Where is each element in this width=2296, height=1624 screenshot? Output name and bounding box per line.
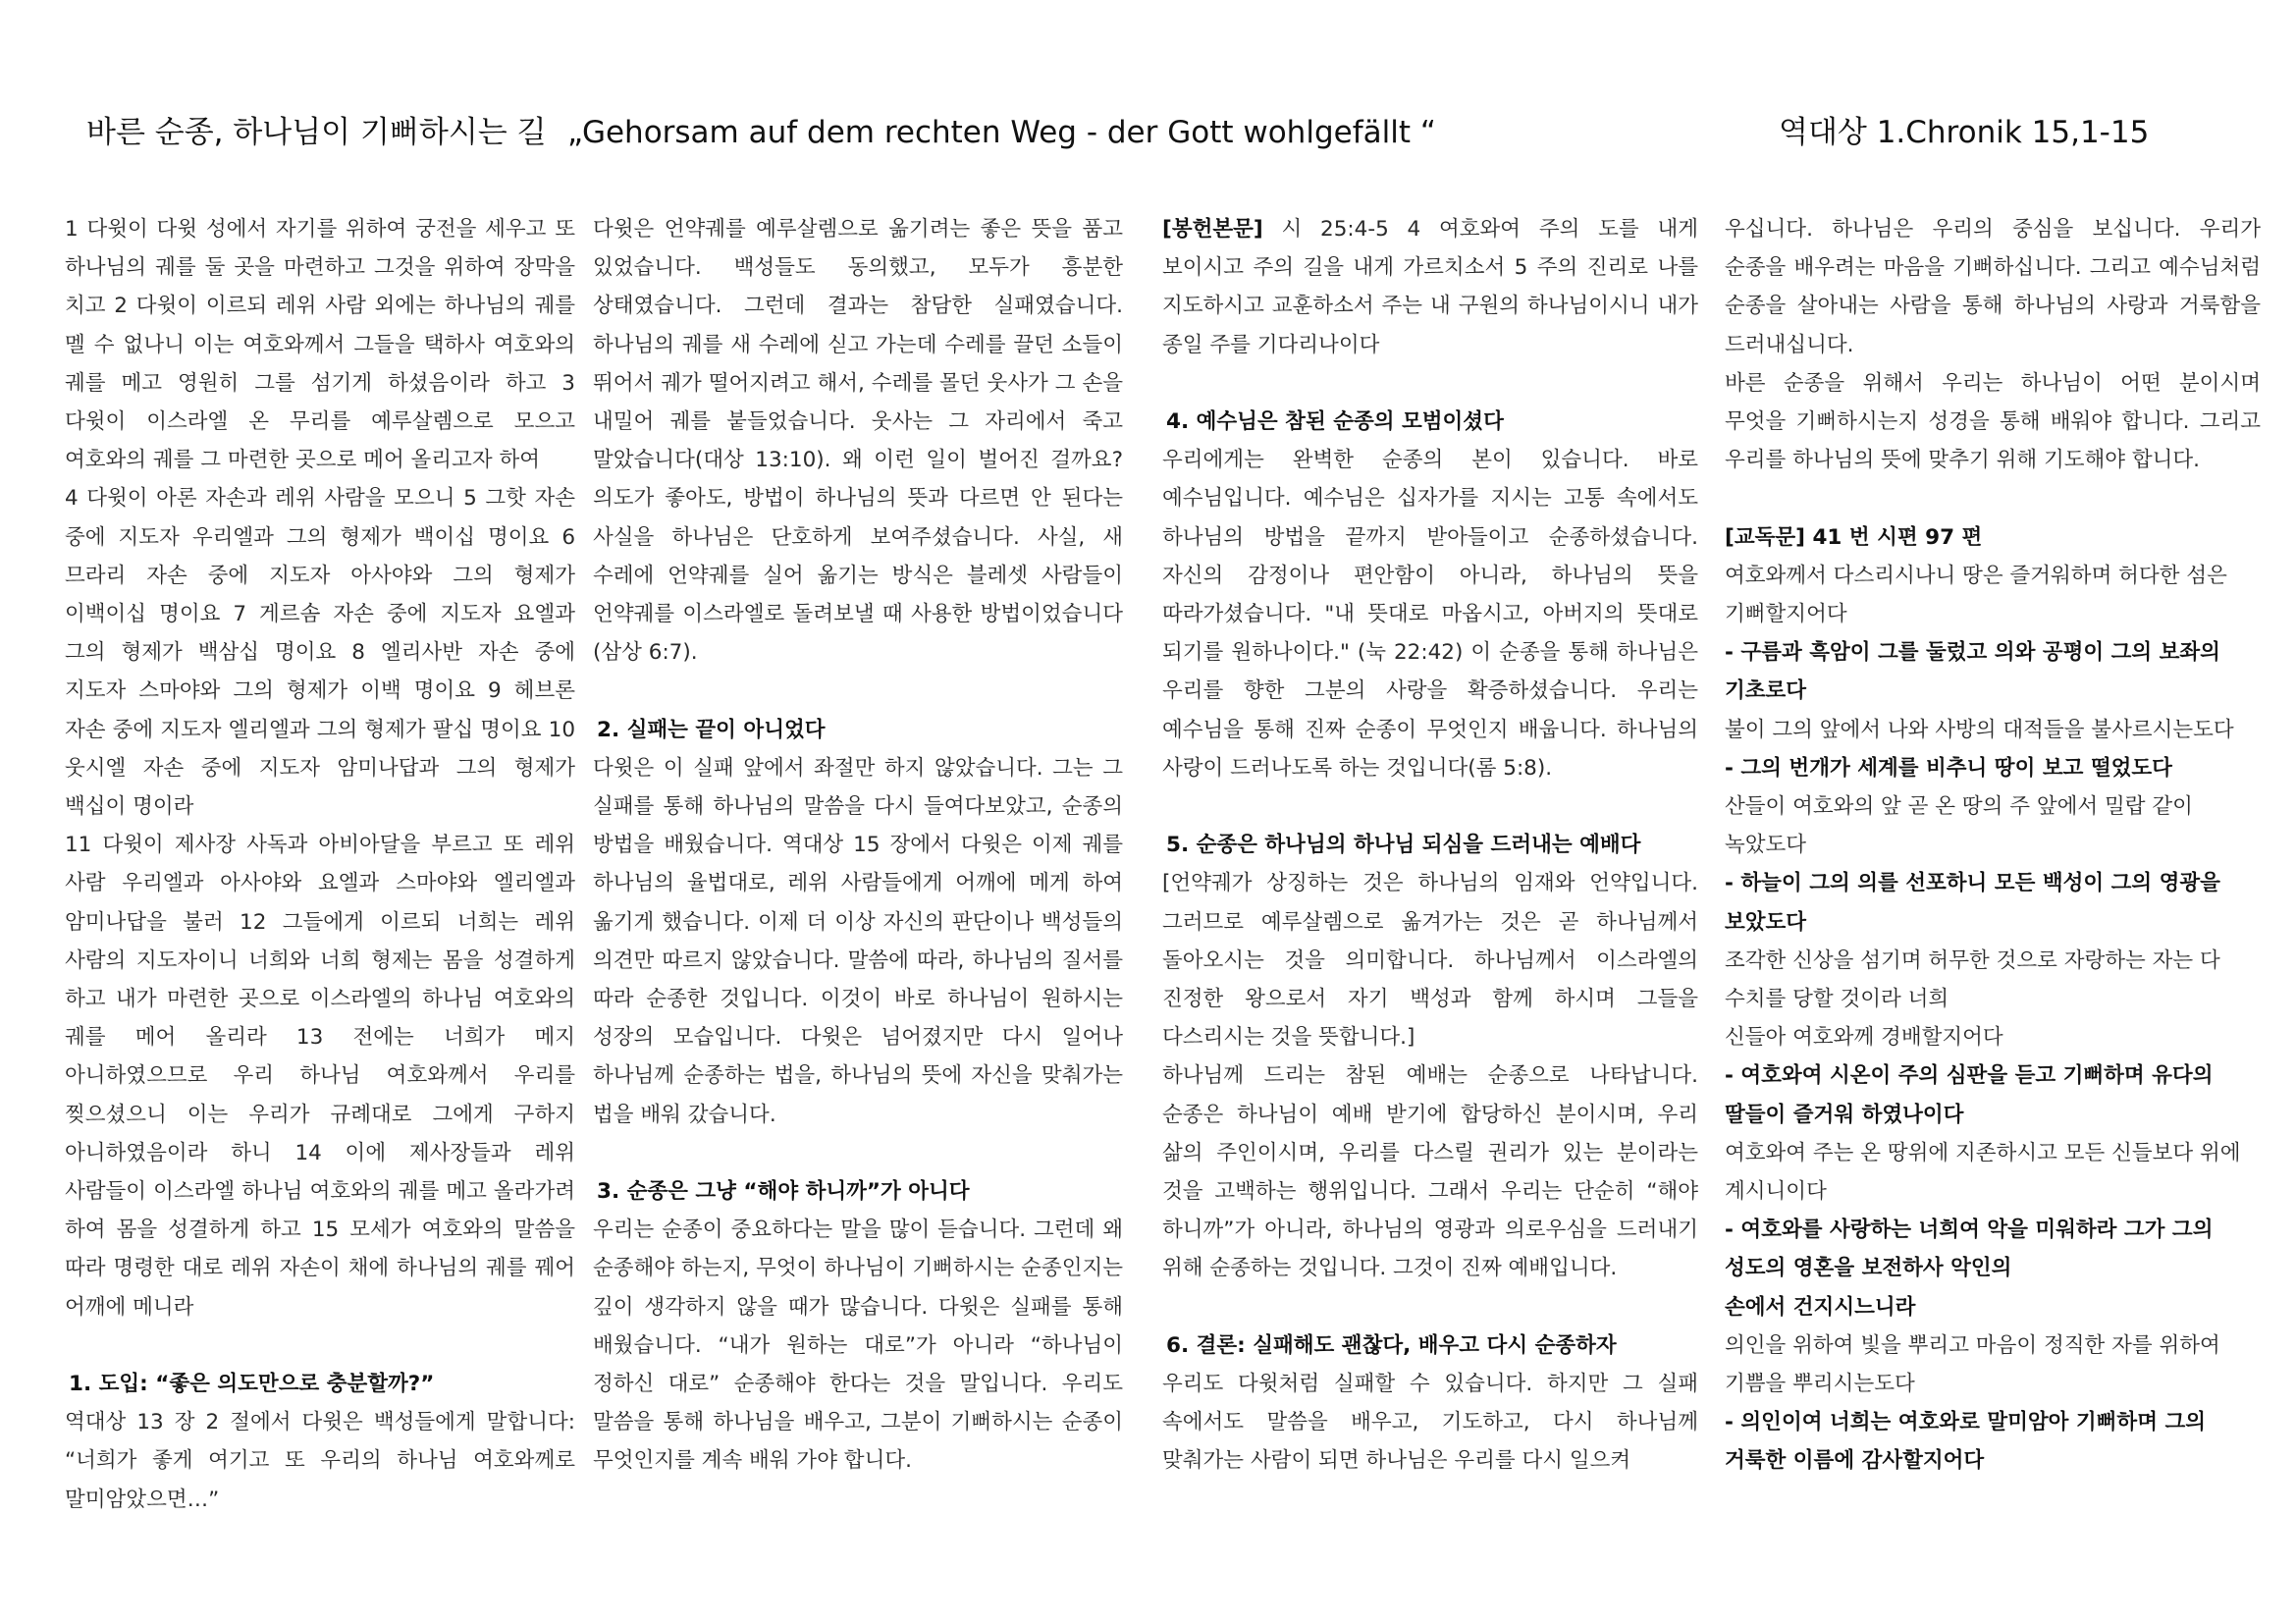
- section-heading-6: 6. 결론: 실패해도 괜찮다, 배우고 다시 순종하자: [1166, 1332, 1617, 1358]
- responsive-line-congregation: 손에서 건지시느니라: [1725, 1294, 1916, 1320]
- section-text-6-cont: 우십니다. 하나님은 우리의 중심을 보십니다. 우리가 순종을 배우려는 마음을 기뻐하십니다. 그리고 예수님처럼 순종을 살아내는 사람을 통해 하나님의 사랑과 거룩함을 드러내십니다.: [1725, 217, 2261, 357]
- column-1: [65, 210, 575, 1519]
- column-4: [1725, 210, 2261, 1481]
- scripture-reference: 역대상 1.Chronik 15,1-15: [1779, 115, 2150, 150]
- offering-label: [봉헌본문]: [1162, 217, 1263, 242]
- responsive-line: 의인을 위하여 빛을 뿌리고 마음이 정직한 자를 위하여 기쁨을 뿌리시는도다: [1725, 1332, 2220, 1397]
- responsive-line: 조각한 신상을 섬기며 허무한 것으로 자랑하는 자는 다 수치를 당할 것이라 너희: [1725, 947, 2220, 1012]
- offering-text: 시 25:4-5 4 여호와여 주의 도를 내게 보이시고 주의 길을 내게 가르치소서 5 주의 진리로 나를 지도하시고 교훈하소서 주는 내 구원의 하나님이시니 내가 종일 주를 기다리나이다: [1162, 217, 1698, 357]
- section-heading-4: 4. 예수님은 참된 순종의 모범이셨다: [1166, 409, 1504, 434]
- section-text-5a: [언약궤가 상징하는 것은 하나님의 임재와 언약입니다. 그러므로 예루살렘으로 옮겨가는 것은 곧 하나님께서 돌아오시는 것을 의미합니다. 하나님께서 이스라엘의 진정한 왕으로서 자기 백성과 함께 하시며 그들을 다스리시는 것을 뜻합니다.]: [1162, 871, 1698, 1051]
- scripture-text: 1 다윗이 다윗 성에서 자기를 위하여 궁전을 세우고 또 하나님의 궤를 둘 곳을 마련하고 그것을 위하여 장막을 치고 2 다윗이 이르되 레위 사람 외에는 하나님의 궤를 멜 수 없나니 이는 여호와께서 그들을 택하사 여호와의 궤를 메고 영원히 그를 섬기게 하셨음이라 하고 3 다윗이 이스라엘 온 무리를 예루살렘으로 모으고 여호와의 궤를 그 마련한 곳으로 메어 올리고자 하여: [65, 217, 575, 473]
- responsive-line-congregation: - 여호와를 사랑하는 너희여 악을 미워하라 그가 그의 성도의 영혼을 보전하사 악인의: [1725, 1218, 2214, 1281]
- section-text-1-cont: 다윗은 언약궤를 예루살렘으로 옮기려는 좋은 뜻을 품고 있었습니다. 백성들도 동의했고, 모두가 흥분한 상태였습니다. 그런데 결과는 참담한 실패였습니다. 하나님의 궤를 새 수레에 싣고 가는데 수레를 끌던 소들이 뛰어서 궤가 떨어지려고 해서, 수레를 몰던 웃사가 그 손을 내밀어 궤를 붙들었습니다. 웃사는 그 자리에서 죽고 말았습니다(대상 13:10). 왜 이런 일이 벌어진 걸까요? 의도가 좋아도, 방법이 하나님의 뜻과 다르면 안 된다는 사실을 하나님은 단호하게 보여주셨습니다. 사실, 새 수레에 언약궤를 실어 옮기는 방식은 블레셋 사람들이 언약궤를 이스라엘로 돌려보낼 때 사용한 방법이었습니다(삼상 6:7).: [593, 217, 1123, 666]
- responsive-line: 산들이 여호와의 앞 곧 온 땅의 주 앞에서 밀랍 같이 녹았도다: [1725, 794, 2193, 858]
- responsive-line: 여호와께서 다스리시나니 땅은 즐거워하며 허다한 섬은 기뻐할지어다: [1725, 563, 2227, 627]
- section-text-6: 우리도 다윗처럼 실패할 수 있습니다. 하지만 그 실패 속에서도 말씀을 배우고, 기도하고, 다시 하나님께 맞춰가는 사람이 되면 하나님은 우리를 다시 일으켜: [1162, 1372, 1698, 1474]
- section-text-4: 우리에게는 완벽한 순종의 본이 있습니다. 바로 예수님입니다. 예수님은 십자가를 지시는 고통 속에서도 하나님의 방법을 끝까지 받아들이고 순종하셨습니다. 자신의 감정이나 편안함이 아니라, 하나님의 뜻을 따라가셨습니다. "내 뜻대로 마옵시고, 아버지의 뜻대로 되기를 원하나이다." (눅 22:42) 이 순종을 통해 하나님은 우리를 향한 그분의 사랑을 확증하셨습니다. 우리는 예수님을 통해 진짜 순종이 무엇인지 배웁니다. 하나님의 사랑이 드러나도록 하는 것입니다(롬 5:8).: [1162, 448, 1698, 781]
- responsive-line: 불이 그의 앞에서 나와 사방의 대적들을 불사르시는도다: [1725, 717, 2234, 742]
- title-german: „Gehorsam auf dem rechten Weg - der Gott wohlgefällt “: [567, 115, 1436, 150]
- section-heading-5: 5. 순종은 하나님의 하나님 되심을 드러내는 예배다: [1166, 833, 1641, 858]
- scripture-text: 11 다윗이 제사장 사독과 아비아달을 부르고 또 레위 사람 우리엘과 아사야와 요엘과 스마야와 엘리엘과 암미나답을 불러 12 그들에게 이르되 너희는 레위 사람의 지도자이니 너희와 너희 형제는 몸을 성결하게 하고 내가 마련한 곳으로 이스라엘의 하나님 여호와의 궤를 메어 올리라 13 전에는 너희가 메지 아니하였으므로 우리 하나님 여호와께서 우리를 찢으셨으니 이는 우리가 규례대로 그에게 구하지 아니하였음이라 하니 14 이에 제사장들과 레위 사람들이 이스라엘 하나님 여호와의 궤를 메고 올라가려 하여 몸을 성결하게 하고 15 모세가 여호와의 말씀을 따라 명령한 대로 레위 자손이 채에 하나님의 궤를 꿰어 어깨에 메니라: [65, 833, 575, 1320]
- section-text-6-cont2: 바른 순종을 위해서 우리는 하나님이 어떤 분이시며 무엇을 기뻐하시는지 성경을 통해 배워야 합니다. 그리고 우리를 하나님의 뜻에 맞추기 위해 기도해야 합니다.: [1725, 370, 2261, 473]
- column-2: [593, 210, 1123, 1481]
- section-text-1: 역대상 13 장 2 절에서 다윗은 백성들에게 말합니다: “너희가 좋게 여기고 또 우리의 하나님 여호와께로 말미암았으면…”: [65, 1410, 575, 1512]
- page-header: [0, 108, 2296, 157]
- responsive-line-congregation: - 하늘이 그의 의를 선포하니 모든 백성이 그의 영광을 보았도다: [1725, 871, 2220, 935]
- section-heading-2: 2. 실패는 끝이 아니었다: [597, 717, 826, 742]
- responsive-line-congregation: - 구름과 흑암이 그를 둘렀고 의와 공평이 그의 보좌의 기초로다: [1725, 640, 2220, 704]
- responsive-line: 여호와여 주는 온 땅위에 지존하시고 모든 신들보다 위에 계시니이다: [1725, 1140, 2241, 1205]
- scripture-text: 4 다윗이 아론 자손과 레위 사람을 모으니 5 그핫 자손 중에 지도자 우리엘과 그의 형제가 백이십 명이요 6 므라리 자손 중에 지도자 아사야와 그의 형제가 이백이십 명이요 7 게르솜 자손 중에 지도자 요엘과 그의 형제가 백삼십 명이요 8 엘리사반 자손 중에 지도자 스마야와 그의 형제가 이백 명이요 9 헤브론 자손 중에 지도자 엘리엘과 그의 형제가 팔십 명이요 10 웃시엘 자손 중에 지도자 암미나답과 그의 형제가 백십이 명이라: [65, 486, 575, 820]
- responsive-line-congregation: - 의인이여 너희는 여호와로 말미암아 기뻐하며 그의 거룩한 이름에 감사할지어다: [1725, 1410, 2206, 1474]
- responsive-reading-label: [교독문] 41 번 시편 97 편: [1725, 524, 1983, 550]
- section-text-5b: 하나님께 드리는 참된 예배는 순종으로 나타납니다. 순종은 하나님이 예배 받기에 합당하신 분이시며, 우리 삶의 주인이시며, 우리를 다스릴 권리가 있는 분이라는 것을 고백하는 행위입니다. 그래서 우리는 단순히 “해야 하니까”가 아니라, 하나님의 영광과 의로우심을 드러내기 위해 순종하는 것입니다. 그것이 진짜 예배입니다.: [1162, 1063, 1698, 1281]
- column-3: [1162, 210, 1698, 1481]
- offering-passage: [1162, 210, 1698, 364]
- section-text-2: 다윗은 이 실패 앞에서 좌절만 하지 않았습니다. 그는 그 실패를 통해 하나님의 말씀을 다시 들여다보았고, 순종의 방법을 배웠습니다. 역대상 15 장에서 다윗은 이제 궤를 하나님의 율법대로, 레위 사람들에게 어깨에 메게 하여 옮기게 했습니다. 이제 더 이상 자신의 판단이나 백성들의 의견만 따르지 않았습니다. 말씀에 따라, 하나님의 질서를 따라 순종한 것입니다. 이것이 바로 하나님이 원하시는 성장의 모습입니다. 다윗은 넘어졌지만 다시 일어나 하나님께 순종하는 법을, 하나님의 뜻에 자신을 맞춰가는 법을 배워 갔습니다.: [593, 755, 1123, 1127]
- section-text-3: 우리는 순종이 중요하다는 말을 많이 듣습니다. 그런데 왜 순종해야 하는지, 무엇이 하나님이 기뻐하시는 순종인지는 깊이 생각하지 않을 때가 많습니다. 다윗은 실패를 통해 배웠습니다. “내가 원하는 대로”가 아니라 “하나님이 정하신 대로” 순종해야 한다는 것을 말입니다. 우리도 말씀을 통해 하나님을 배우고, 그분이 기뻐하시는 순종이 무엇인지를 계속 배워 가야 합니다.: [593, 1218, 1123, 1474]
- title-korean: 바른 순종, 하나님이 기뻐하시는 길: [86, 115, 547, 150]
- responsive-line: 신들아 여호와께 경배할지어다: [1725, 1025, 2003, 1051]
- section-heading-1: 1. 도입: “좋은 의도만으로 충분할까?”: [69, 1372, 435, 1397]
- section-heading-3: 3. 순종은 그냥 “해야 하니까”가 아니다: [597, 1179, 970, 1205]
- responsive-line-congregation: - 그의 번개가 세계를 비추니 땅이 보고 떨었도다: [1725, 755, 2172, 781]
- responsive-line-congregation: - 여호와여 시온이 주의 심판을 듣고 기뻐하며 유다의 딸들이 즐거워 하였나이다: [1725, 1063, 2214, 1127]
